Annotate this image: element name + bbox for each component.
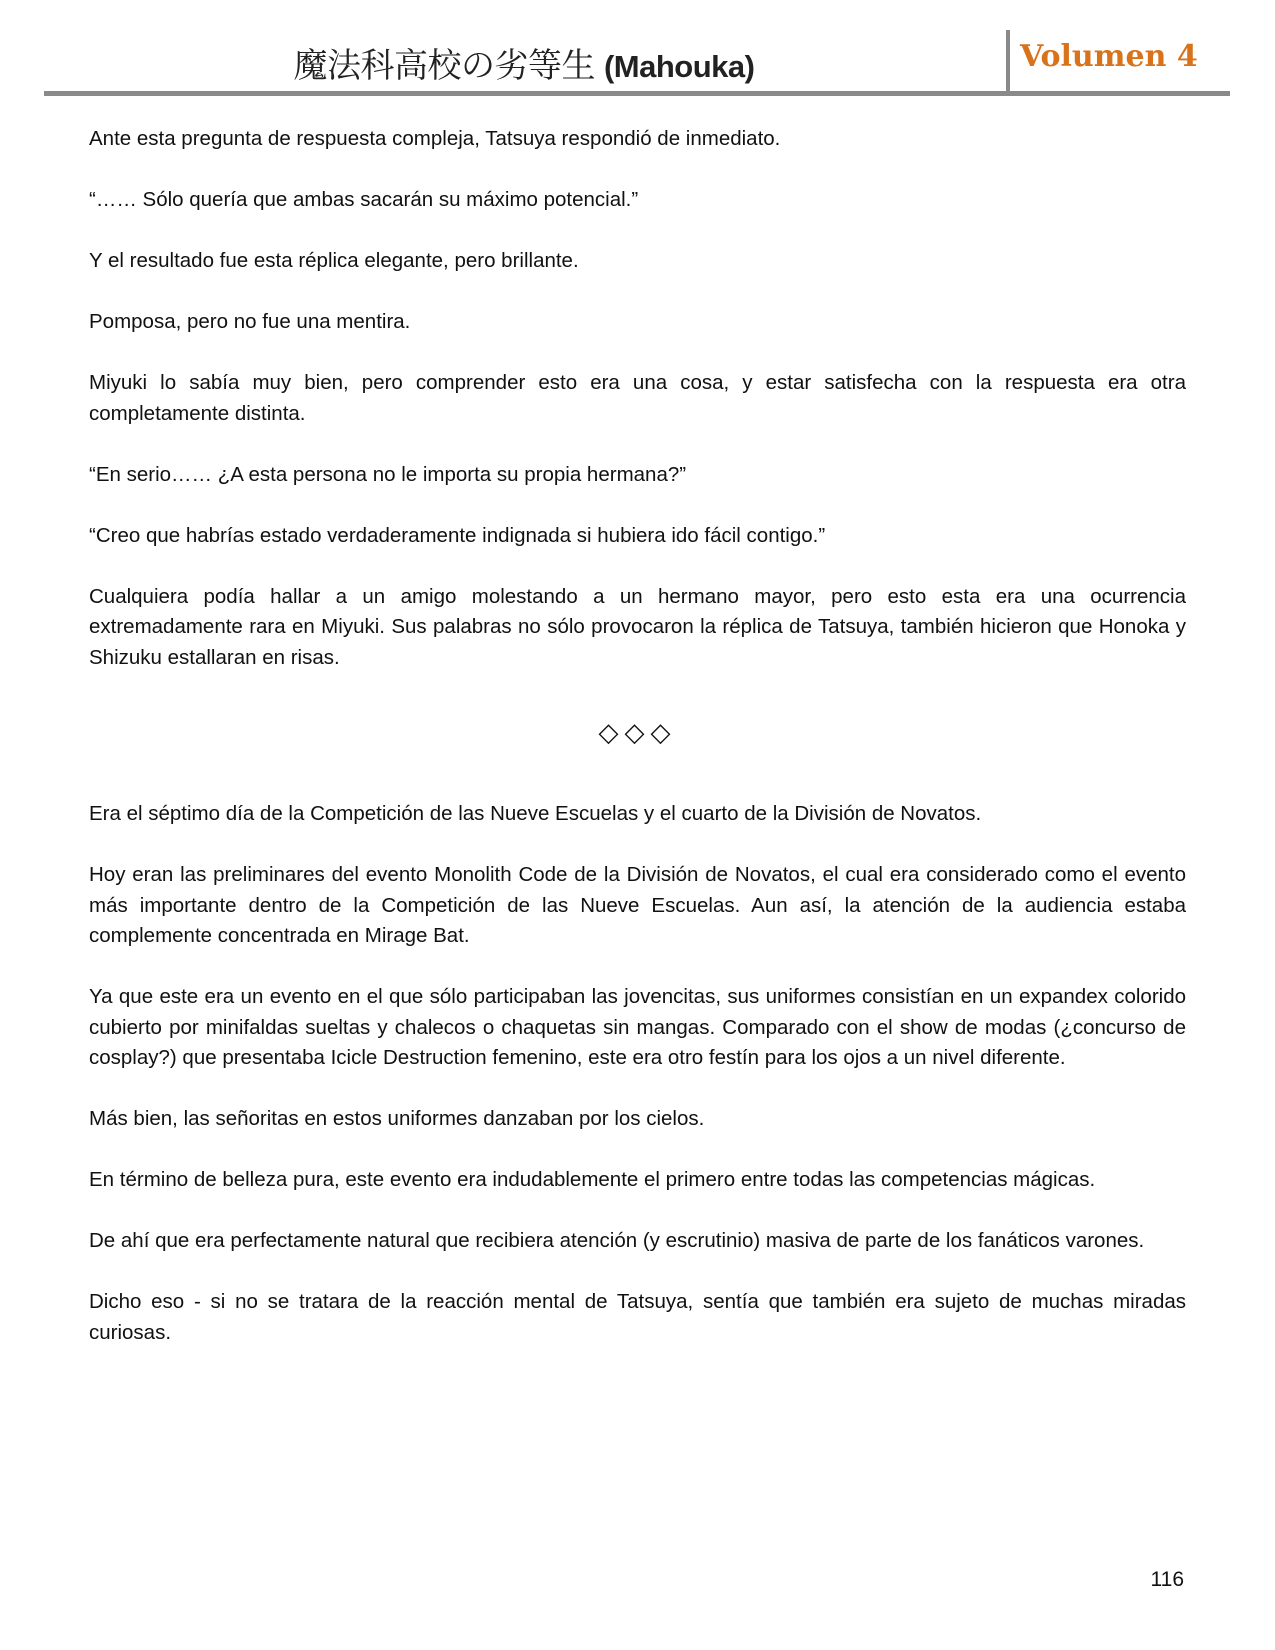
paragraph: “…… Sólo quería que ambas sacarán su máximo potencial.”	[89, 188, 639, 211]
paragraph: Ya que este era un evento en el que sólo participaban las jovencitas, sus uniformes consistían en un expandex colorido cubierto por minifaldas sueltas y chalecos o chaquetas sin mangas. Comparado con el show de modas (¿concurso de cosplay?) que presentaba Icicle Destruction femenino, este era otro festín para los ojos a un nivel diferente.	[89, 985, 1186, 1069]
header-divider	[1006, 30, 1010, 96]
paragraph: Y el resultado fue esta réplica elegante, pero brillante.	[89, 249, 579, 272]
page-body	[89, 124, 1186, 1379]
paragraph: “Creo que habrías estado verdaderamente indignada si hubiera ido fácil contigo.”	[89, 523, 826, 547]
paragraph: Más bien, las señoritas en estos uniformes danzaban por los cielos.	[89, 1107, 705, 1130]
page-header	[44, 28, 1230, 96]
paragraph: En término de belleza pura, este evento era indudablemente el primero entre todas las competencias mágicas.	[89, 1168, 1096, 1191]
paragraph: Hoy eran las preliminares del evento Monolith Code de la División de Novatos, el cual era considerado como el evento más importante dentro de la Competición de las Nueve Escuelas. Aun así, la atención de la audiencia estaba complemente concentrada en Mirage Bat.	[89, 863, 1186, 947]
paragraph: Dicho eso - si no se tratara de la reacción mental de Tatsuya, sentía que también era sujeto de muchas miradas curiosas.	[89, 1290, 1186, 1344]
page-number: 116	[1150, 1568, 1184, 1591]
book-title-japanese: 魔法科高校の劣等生	[293, 47, 596, 85]
paragraph: Era el séptimo día de la Competición de las Nueve Escuelas y el cuarto de la División de Novatos.	[89, 802, 982, 825]
book-title	[44, 38, 1004, 87]
paragraph: Ante esta pregunta de respuesta compleja, Tatsuya respondió de inmediato.	[89, 127, 781, 150]
volume-label: Volumen 4	[1020, 39, 1198, 74]
paragraph: “En serio…… ¿A esta persona no le importa su propia hermana?”	[89, 462, 687, 486]
scene-break-diamonds-icon: ◇◇◇	[598, 717, 677, 747]
book-title-latin: (Mahouka)	[603, 49, 755, 84]
paragraph: De ahí que era perfectamente natural que recibiera atención (y escrutinio) masiva de parte de los fanáticos varones.	[89, 1229, 1145, 1252]
paragraph: Miyuki lo sabía muy bien, pero comprender esto era una cosa, y estar satisfecha con la respuesta era otra completamente distinta.	[89, 371, 1186, 425]
paragraph: Cualquiera podía hallar a un amigo molestando a un hermano mayor, pero esto esta era una ocurrencia extremadamente rara en Miyuki. Sus palabras no sólo provocaron la réplica de Tatsuya, también hicieron que Honoka y Shizuku estallaran en risas.	[89, 584, 1186, 669]
header-rule	[44, 91, 1230, 96]
paragraph: Pomposa, pero no fue una mentira.	[89, 310, 411, 333]
